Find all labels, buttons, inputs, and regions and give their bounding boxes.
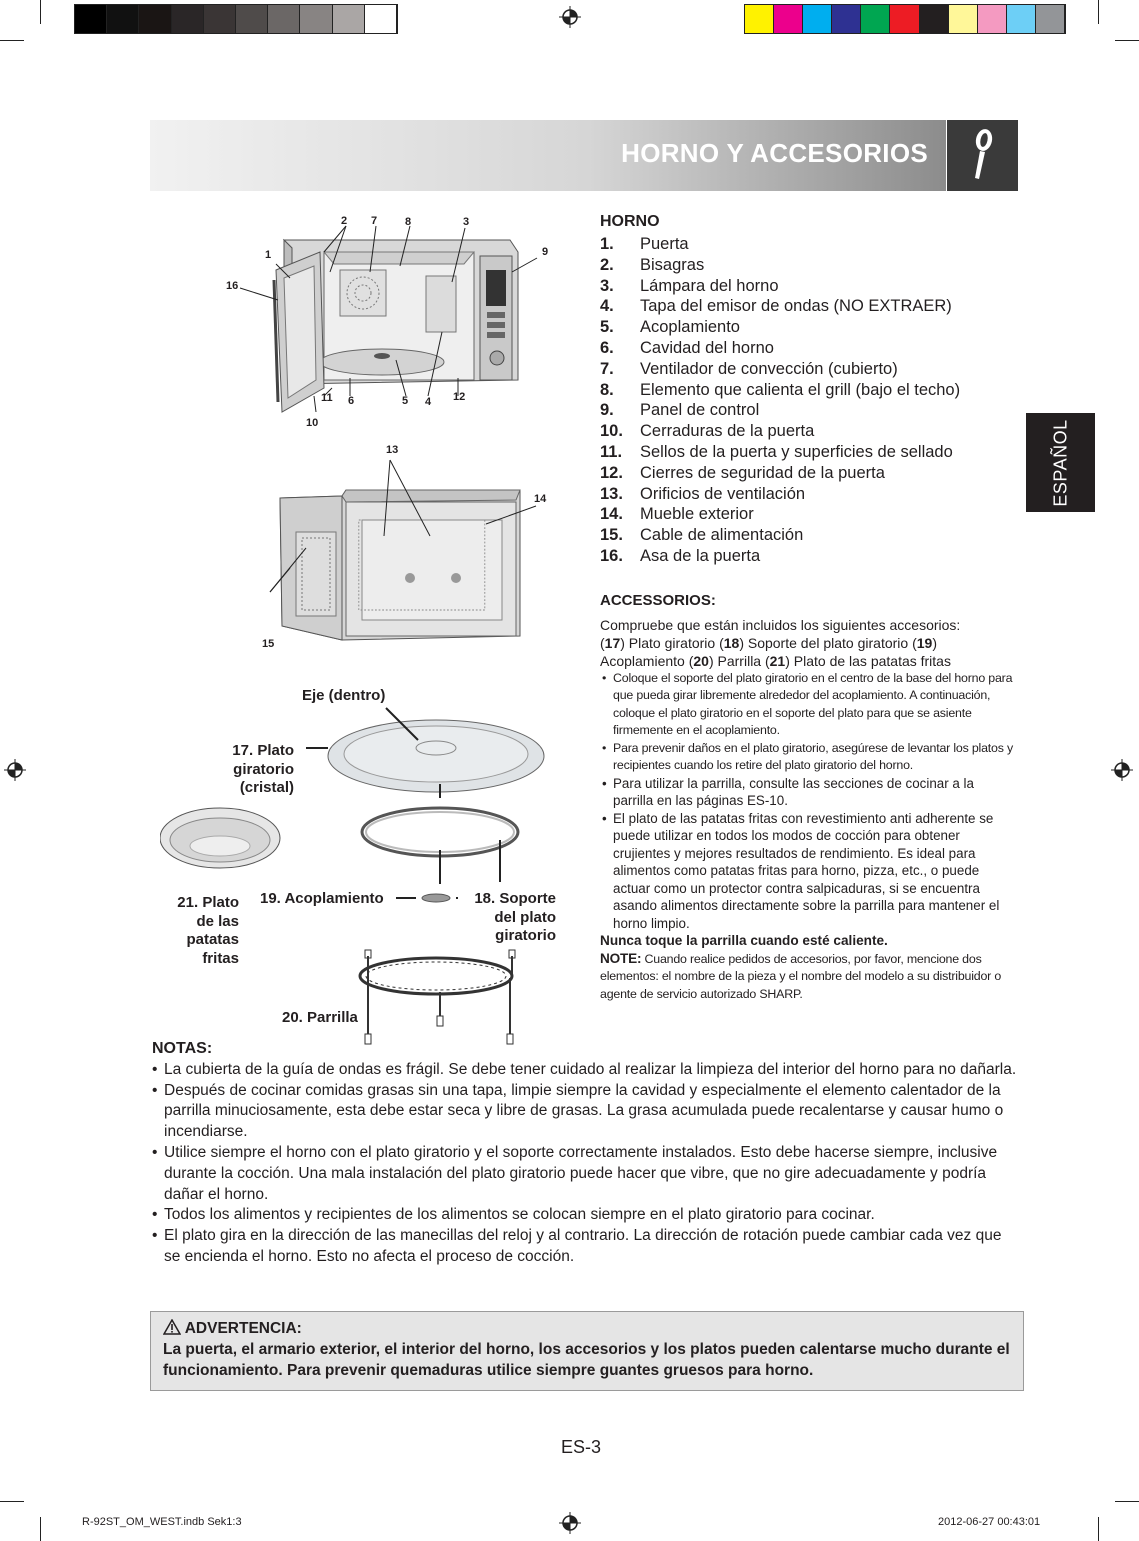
footer-date: 2012-06-27 00:43:01 (938, 1516, 1041, 1528)
horno-list-item (600, 255, 1020, 276)
language-label: ESPAÑOL (1050, 418, 1070, 507)
notas-item: • Utilice siempre el horno con el plato giratorio y el soporte correctamente instalados. Esto debe hacerse siempre, inclusive durante la cocción. Una mala instalación del plato giratorio puede hacer que vibre, que no gire adecuadamente y podría dañar el horno. (152, 1143, 1018, 1205)
warning-title: ADVERTENCIA: (184, 1320, 302, 1337)
horno-item-text: Ventilador de convección (cubierto) (640, 359, 898, 378)
horno-item-number: 5. (600, 318, 614, 337)
part-label-soporte (446, 890, 556, 946)
horno-list-item (600, 484, 1020, 505)
color-swatch (139, 5, 171, 33)
registration-mark-icon (4, 759, 26, 781)
color-swatch (949, 5, 978, 33)
horno-item-number: 15. (600, 526, 623, 545)
crop-mark (1115, 1501, 1139, 1502)
accesorios-bullet: • Coloque el soporte del plato giratorio en el centro de la base del horno para que pueda girar libremente alrededor del acoplamiento. A continuación, coloque el plato giratorio en el soporte del plato para que se asiente firmemente en el acoplamiento. (600, 670, 1016, 740)
part-label-eje: Eje (dentro) (302, 687, 386, 704)
registration-mark-icon (559, 6, 581, 28)
notas-section (152, 1039, 1018, 1268)
callout-14: 14 (534, 493, 547, 505)
horno-item-number: 6. (600, 338, 614, 357)
color-swatch (236, 5, 268, 33)
horno-item-number: 2. (600, 255, 614, 274)
grayscale-bar (74, 4, 398, 34)
soporte-line-3: giratorio (495, 927, 556, 944)
horno-item-number: 14. (600, 505, 623, 524)
horno-list-item (600, 525, 1020, 546)
part-label-plato-giratorio (222, 742, 294, 798)
horno-parts-list (600, 234, 1020, 567)
color-swatch (978, 5, 1007, 33)
callout-2: 2 (341, 215, 348, 227)
callout-12: 12 (453, 391, 466, 403)
color-swatch (107, 5, 139, 33)
footer-file: R-92ST_OM_WEST.indb Sek1:3 (82, 1516, 242, 1528)
patatas-line-3: patatas (186, 931, 239, 948)
soporte-line-2: del plato (494, 908, 556, 926)
plato-line-1: 17. Plato (232, 742, 294, 759)
soporte-line-1: 18. Soporte (474, 890, 556, 907)
callout-3: 3 (463, 216, 470, 228)
horno-list-item (600, 463, 1020, 484)
part-label-plato-patatas (164, 894, 239, 968)
info-icon (947, 120, 1018, 191)
horno-item-number: 13. (600, 484, 623, 503)
horno-item-number: 8. (600, 380, 614, 399)
plato-line-2: giratorio (233, 760, 294, 778)
horno-list-item (600, 359, 1020, 380)
page-title: HORNO Y ACCESORIOS (621, 138, 928, 168)
horno-item-number: 9. (600, 401, 614, 420)
horno-item-number: 11. (600, 442, 623, 461)
horno-list-item (600, 296, 1020, 317)
color-swatch (890, 5, 919, 33)
horno-list-item (600, 421, 1020, 442)
horno-item-number: 7. (600, 359, 614, 378)
color-swatch (861, 5, 890, 33)
horno-item-text: Bisagras (640, 255, 705, 274)
accesorios-bullet: • Para utilizar la parrilla, consulte las secciones de cocinar a la parrilla en las páginas ES-10. (600, 775, 1016, 810)
oven-back-illustration (250, 440, 550, 650)
horno-item-text: Cavidad del horno (640, 338, 774, 357)
horno-list-item (600, 442, 1020, 463)
horno-item-text: Tapa del emisor de ondas (NO EXTRAER) (640, 297, 952, 316)
notas-item: • El plato gira en la dirección de las manecillas del reloj y al contrario. La dirección de rotación puede cambiar cada vez que se encienda el horno. Esto no afecta el proceso de cocción. (152, 1226, 1018, 1268)
accesorios-bullet: • Para prevenir daños en el plato giratorio, asegúrese de levantar los platos y recipientes cuando los retire del plato giratorio del horno. (600, 740, 1016, 775)
horno-item-text: Mueble exterior (640, 505, 754, 524)
horno-item-text: Asa de la puerta (640, 546, 761, 565)
color-swatch (75, 5, 107, 33)
callout-6: 6 (348, 395, 355, 407)
callout-4: 4 (425, 396, 432, 408)
color-bar (744, 4, 1066, 34)
notas-item: • La cubierta de la guía de ondas es frágil. Se debe tener cuidado al realizar la limpieza del interior del horno para no dañarla. (152, 1060, 1018, 1081)
accesorios-list: (17) Plato giratorio (18) Soporte del plato giratorio (19) Acoplamiento (20) Parrilla (21) Plato de las patatas fritas (600, 634, 951, 669)
accesorios-intro: Compruebe que están incluidos los siguientes accesorios: (600, 616, 961, 633)
horno-list-item (600, 234, 1020, 255)
horno-title: HORNO (600, 213, 660, 230)
horno-item-number: 10. (600, 422, 623, 441)
parrilla-hot-warning: Nunca toque la parrilla cuando esté caliente. (600, 933, 888, 948)
horno-item-text: Orificios de ventilación (640, 484, 806, 503)
horno-item-text: Lámpara del horno (640, 276, 779, 295)
horno-list-item (600, 400, 1020, 421)
oven-front-illustration (220, 212, 560, 432)
part-label-parrilla: 20. Parrilla (282, 1009, 358, 1026)
horno-item-text: Cable de alimentación (640, 526, 804, 545)
warning-triangle-icon (163, 1319, 181, 1335)
crop-mark (0, 1501, 24, 1502)
color-swatch (204, 5, 236, 33)
horno-item-text: Acoplamiento (640, 318, 740, 337)
language-tab (1026, 413, 1095, 512)
patatas-line-2: de las (196, 912, 239, 930)
callout-10: 10 (306, 417, 319, 429)
horno-item-number: 3. (600, 276, 614, 295)
color-swatch (803, 5, 832, 33)
notas-title: NOTAS: (152, 1040, 213, 1057)
horno-item-text: Sellos de la puerta y superficies de sellado (640, 442, 953, 461)
notas-item: • Después de cocinar comidas grasas sin una tapa, limpie siempre la cavidad y especialmente el elemento calentador de la parrilla minuciosamente, esta debe estar seca y libre de grasas. La grasa acumulada puede recalentarse y causar humo o incendiarse. (152, 1081, 1018, 1143)
callout-5: 5 (402, 395, 409, 407)
callout-13: 13 (386, 444, 399, 456)
patatas-line-1: 21. Plato (177, 894, 239, 911)
section-header (150, 120, 946, 191)
page-number: ES-3 (561, 1437, 602, 1457)
crop-mark (40, 0, 41, 24)
color-swatch (832, 5, 861, 33)
horno-list-item (600, 317, 1020, 338)
horno-item-number: 1. (600, 235, 614, 253)
crop-mark (1098, 0, 1099, 24)
color-swatch (774, 5, 803, 33)
callout-15: 15 (262, 638, 275, 650)
info-icon-box (947, 120, 1018, 191)
horno-item-text: Puerta (640, 235, 689, 253)
crop-mark (40, 1517, 41, 1541)
warning-heading (163, 1318, 1015, 1339)
warning-text: La puerta, el armario exterior, el interior del horno, los accesorios y los platos pueden calentarse mucho durante el funcionamiento. Para prevenir quemaduras utilice siempre guantes gruesos para horno. (163, 1341, 1010, 1379)
horno-item-number: 16. (600, 546, 623, 565)
notas-item: • Todos los alimentos y recipientes de los alimentos se colocan siempre en el plato giratorio para cocinar. (152, 1205, 1018, 1226)
horno-list-item (600, 276, 1020, 297)
callout-11: 11 (321, 392, 333, 404)
horno-item-text: Elemento que calienta el grill (bajo el techo) (640, 380, 961, 399)
color-swatch (1036, 5, 1065, 33)
accesorios-bullet: • El plato de las patatas fritas con revestimiento anti adherente se puede utilizar en todos los modos de cocción para obtener crujientes y mejores resultados de rendimiento. Es ideal para alimentos como patatas fritas para horno, pizza, etc., o puede actuar como un protector contra salpicaduras, si se encuentra asando alimentos directamente sobre la parrilla para mantener el horno limpio. (600, 810, 1016, 933)
callout-16: 16 (226, 280, 239, 292)
color-swatch (268, 5, 300, 33)
horno-list-item (600, 546, 1020, 567)
registration-mark-icon (559, 1512, 581, 1534)
plato-line-3: (cristal) (239, 779, 294, 796)
color-swatch (920, 5, 949, 33)
horno-item-text: Cerraduras de la puerta (640, 422, 815, 441)
warning-box (150, 1311, 1024, 1391)
color-swatch (745, 5, 774, 33)
patatas-line-4: fritas (202, 949, 239, 967)
registration-mark-icon (1111, 759, 1133, 781)
accesorios-title: ACCESSORIOS: (600, 592, 716, 609)
callout-8: 8 (405, 216, 412, 228)
horno-item-number: 12. (600, 463, 623, 482)
color-swatch (300, 5, 332, 33)
horno-item-number: 4. (600, 297, 614, 316)
horno-list-item (600, 338, 1020, 359)
note-text: NOTE: Cuando realice pedidos de accesorios, por favor, mencione dos elementos: el nombre de la pieza y el nombre del modelo a su distribuidor o agente de servicio autorizado SHARP. (600, 950, 1002, 1001)
callout-7: 7 (371, 215, 378, 227)
horno-item-text: Cierres de seguridad de la puerta (640, 463, 885, 482)
horno-item-text: Panel de control (640, 401, 760, 420)
crop-mark (0, 40, 24, 41)
horno-list-item (600, 380, 1020, 401)
color-swatch (172, 5, 204, 33)
color-swatch (333, 5, 365, 33)
color-swatch (365, 5, 397, 33)
accesorios-section (600, 592, 1016, 1003)
callout-9: 9 (542, 246, 549, 258)
horno-list-item (600, 504, 1020, 525)
callout-1: 1 (265, 249, 272, 261)
color-swatch (1007, 5, 1036, 33)
crop-mark (1115, 40, 1139, 41)
crop-mark (1098, 1517, 1099, 1541)
part-label-acoplamiento: 19. Acoplamiento (260, 890, 384, 907)
